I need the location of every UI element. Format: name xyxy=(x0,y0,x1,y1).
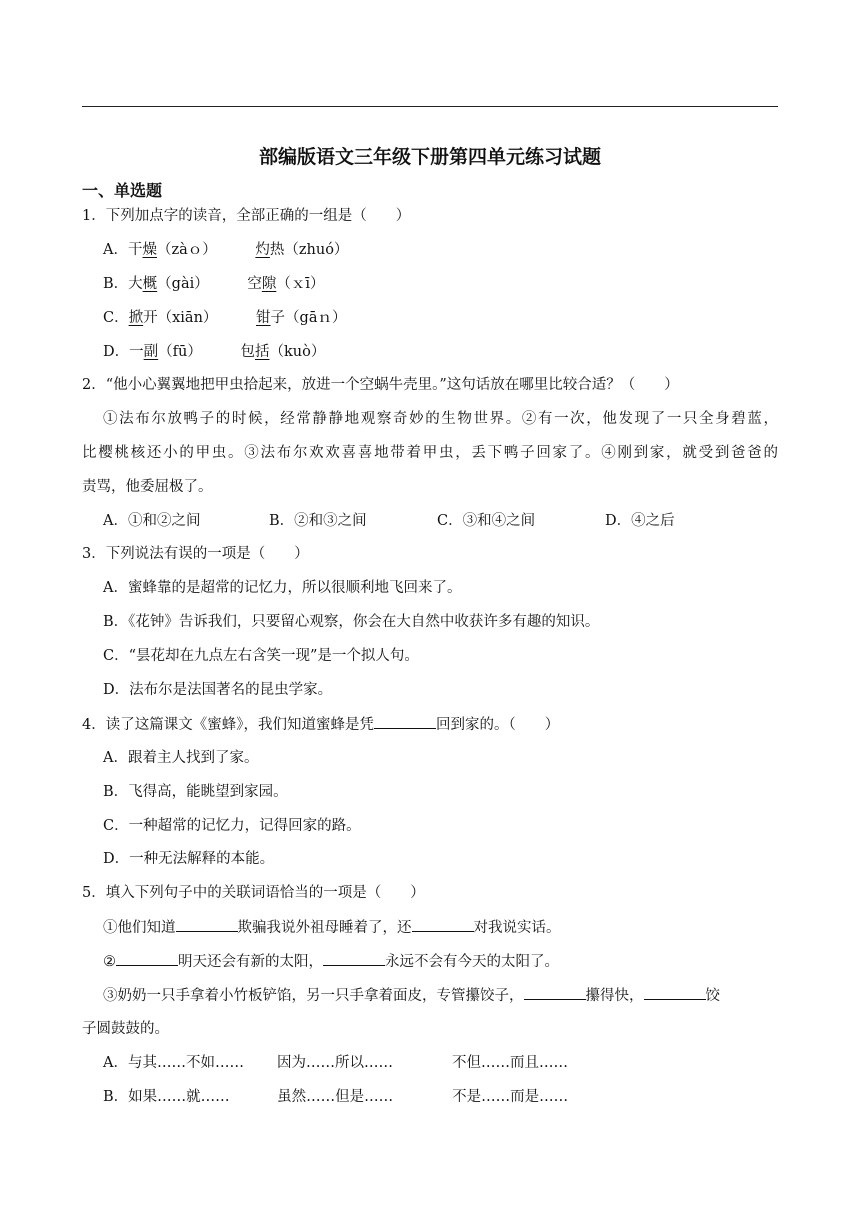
q1-option-d xyxy=(103,342,325,362)
word-text: 热 xyxy=(269,242,285,258)
q5-sentence-1 xyxy=(103,917,561,938)
word-text: 空 xyxy=(247,276,262,292)
option-label: A． xyxy=(103,242,128,258)
sentence-text: ①他们知道 xyxy=(103,920,176,936)
sentence-text: 明天还会有新的太阳， xyxy=(178,954,323,970)
pinyin: （zàｏ） xyxy=(156,242,217,258)
option-label: A． xyxy=(103,1055,128,1071)
q2-option-b: B．②和③之间 xyxy=(269,513,367,529)
q4-option-a: A．跟着主人找到了家。 xyxy=(103,750,259,766)
fill-blank xyxy=(412,917,474,932)
word-text: 干 xyxy=(127,242,143,258)
section-heading: 一、单选题 xyxy=(82,181,163,200)
dotted-char: 副 xyxy=(143,344,159,360)
stem-text: 回到家的。（ ） xyxy=(435,717,560,733)
dotted-char: 隙 xyxy=(261,276,277,292)
fill-blank xyxy=(323,951,385,966)
q3-option-b: B．《花钟》告诉我们，只要留心观察，你会在大自然中收获许多有趣的知识。 xyxy=(103,614,600,630)
fill-blank xyxy=(116,951,178,966)
page-title: 部编版语文三年级下册第四单元练习试题 xyxy=(258,146,601,168)
q2-stem: 2．“他小心翼翼地把甲虫拾起来，放进一个空蜗牛壳里。”这句话放在哪里比较合适？（ ） xyxy=(82,377,679,393)
q5-stem: 5．填入下列句子中的关联词语恰当的一项是（ ） xyxy=(82,885,425,901)
sentence-text: ② xyxy=(103,954,116,970)
dotted-char: 概 xyxy=(142,276,158,292)
word-text: 一 xyxy=(129,344,144,360)
q2-option-c: C．③和④之间 xyxy=(437,513,536,529)
word-text: 包 xyxy=(240,344,255,360)
pinyin: （fū） xyxy=(158,344,202,360)
dotted-char: 燥 xyxy=(142,242,157,258)
q3-option-d: D．法布尔是法国著名的昆虫学家。 xyxy=(103,682,333,698)
q3-option-a: A．蜜蜂靠的是超常的记忆力，所以很顺利地飞回来了。 xyxy=(103,580,462,596)
q1-option-a xyxy=(103,240,348,260)
word-text: 大 xyxy=(128,276,143,292)
q5-sentence-2 xyxy=(103,951,559,972)
q3-option-c: C．“昙花却在九点左右含笑一现”是一个拟人句。 xyxy=(103,648,419,664)
q3-stem: 3．下列说法有误的一项是（ ） xyxy=(82,546,309,562)
pinyin: （xiān） xyxy=(157,310,218,326)
sentence-text: 攥得快， xyxy=(585,988,644,1004)
pinyin: （zhuó） xyxy=(284,242,349,258)
q4-stem xyxy=(82,714,559,735)
q2-passage-line-1: ①法布尔放鸭子的时候，经常静静地观察奇妙的生物世界。②有一次，他发现了一只全身碧蓝， xyxy=(103,411,778,427)
option-label: B． xyxy=(103,1089,129,1105)
dotted-char: 掀 xyxy=(128,310,144,326)
sentence-text: 永远不会有今天的太阳了。 xyxy=(385,954,559,970)
option-choice: 因为……所以…… xyxy=(276,1055,393,1071)
fill-blank xyxy=(644,985,706,1000)
fill-blank xyxy=(374,714,436,729)
word-text: 开 xyxy=(143,310,158,326)
q2-passage-line-3: 责骂，他委屈极了。 xyxy=(82,479,213,495)
option-choice: 与其……不如…… xyxy=(127,1055,244,1071)
fill-blank xyxy=(176,917,238,932)
dotted-char: 钳 xyxy=(256,310,271,326)
q4-option-d: D．一种无法解释的本能。 xyxy=(103,851,275,867)
dotted-char: 灼 xyxy=(255,242,270,258)
option-choice: 虽然……但是…… xyxy=(277,1089,394,1105)
word-text: 子 xyxy=(270,310,286,326)
q5-sentence-3-cont: 子圆鼓鼓的。 xyxy=(82,1021,169,1037)
q1-option-c xyxy=(103,308,346,328)
pinyin: （gài） xyxy=(157,276,209,292)
q5-option-b xyxy=(103,1087,568,1107)
option-label: C． xyxy=(103,310,129,326)
sentence-text: 饺 xyxy=(705,988,720,1004)
option-choice: 如果……就…… xyxy=(128,1089,230,1105)
q1-option-b xyxy=(103,274,324,294)
pinyin: （gāｎ） xyxy=(285,310,347,326)
q5-option-a xyxy=(103,1053,568,1073)
header-rule xyxy=(82,106,778,107)
q5-sentence-3 xyxy=(103,985,720,1006)
sentence-text: ③奶奶一只手拿着小竹板铲馅，另一只手拿着面皮，专管攥饺子， xyxy=(103,988,524,1004)
sentence-text: 欺骗我说外祖母睡着了，还 xyxy=(237,920,412,936)
q2-passage-line-2: 比樱桃核还小的甲虫。③法布尔欢欢喜喜地带着甲虫，丢下鸭子回家了。④刚到家，就受到爸爸的 xyxy=(82,445,778,461)
q2-option-a: A．①和②之间 xyxy=(103,513,201,529)
q4-option-b: B．飞得高，能眺望到家园。 xyxy=(103,784,288,800)
option-label: D． xyxy=(103,344,130,360)
option-choice: 不但……而且…… xyxy=(451,1055,568,1071)
option-label: B． xyxy=(103,276,129,292)
dotted-char: 括 xyxy=(254,344,270,360)
stem-text: 4．读了这篇课文《蜜蜂》，我们知道蜜蜂是凭 xyxy=(82,717,374,733)
fill-blank xyxy=(524,985,586,1000)
pinyin: （ｘī） xyxy=(276,276,325,292)
pinyin: （kuò） xyxy=(269,344,326,360)
q4-option-c: C．一种超常的记忆力，记得回家的路。 xyxy=(103,818,361,834)
sentence-text: 对我说实话。 xyxy=(473,920,561,936)
q2-option-d: D．④之后 xyxy=(605,513,675,529)
option-choice: 不是……而是…… xyxy=(452,1089,569,1105)
q1-stem: 1．下列加点字的读音，全部正确的一组是（ ） xyxy=(82,208,411,224)
